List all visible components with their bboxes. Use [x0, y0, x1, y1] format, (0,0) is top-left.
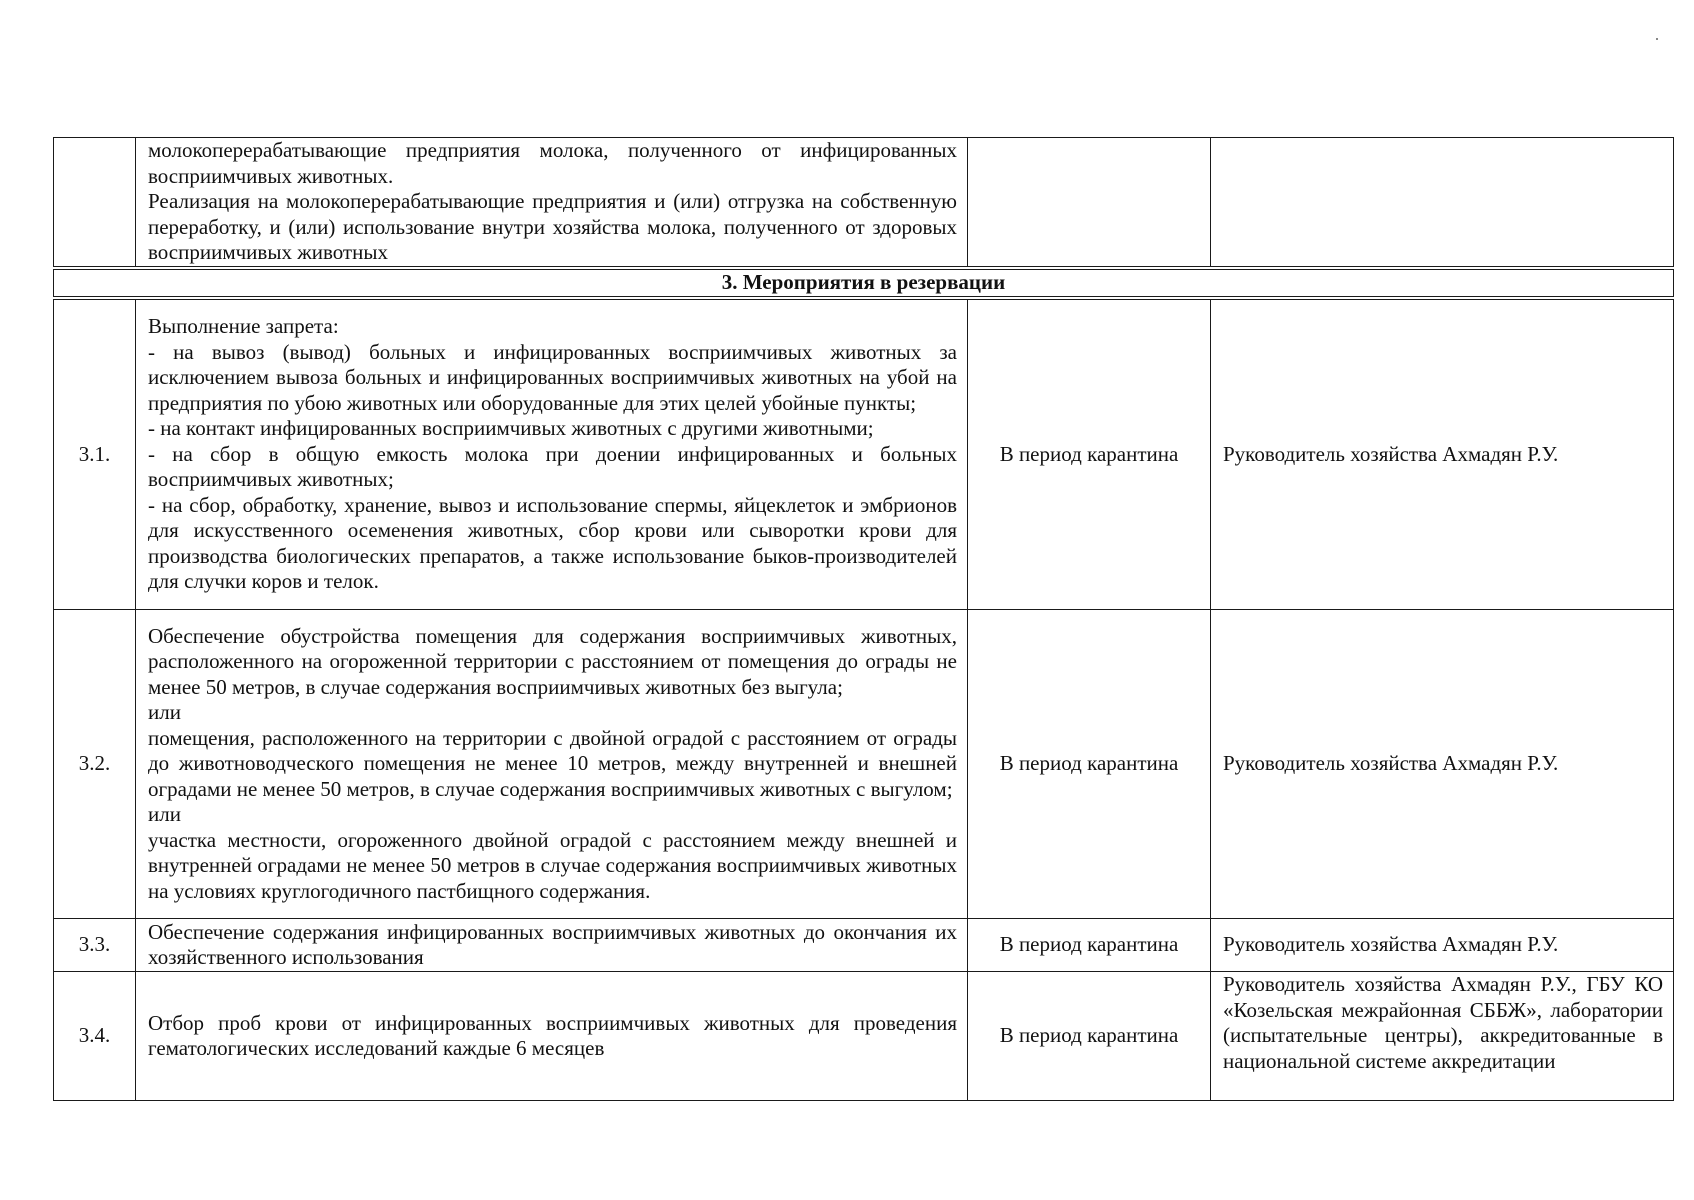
measure-text-cell: Отбор проб крови от инфицированных восприимчивых животных для проведения гематологических исследований каждые 6 месяцев	[136, 972, 968, 1101]
table-row	[54, 298, 1674, 610]
measure-line: участка местности, огороженного двойной оградой с расстоянием между внешней и внутренней оградами не менее 50 метров в случае содержания восприимчивых животных на условиях круглогодичного пастбищного содержания.	[148, 827, 957, 903]
measure-text-cell	[136, 610, 968, 919]
term-cell: В период карантина	[968, 972, 1211, 1101]
section-header-row	[54, 268, 1674, 298]
table-row	[54, 138, 1674, 269]
measure-line: - на сбор в общую емкость молока при доении инфицированных и больных восприимчивых животных;	[148, 441, 957, 492]
measure-line: - на контакт инфицированных восприимчивых животных с другими животными;	[148, 416, 874, 441]
table-row	[54, 919, 1674, 972]
measures-table	[53, 137, 1674, 1101]
responsible-cell: Руководитель хозяйства Ахмадян Р.У.	[1211, 298, 1674, 610]
row-number: 3.2.	[54, 610, 136, 919]
measure-line: или	[148, 700, 181, 725]
measure-text-cell: Обеспечение содержания инфицированных восприимчивых животных до окончания их хозяйственного использования	[136, 919, 968, 972]
responsible-cell: Руководитель хозяйства Ахмадян Р.У.	[1211, 919, 1674, 972]
measure-line: Выполнение запрета:	[148, 314, 339, 339]
table-row	[54, 610, 1674, 919]
measure-paragraph: молокоперерабатывающие предприятия молока, полученного от инфицированных восприимчивых животных.	[148, 138, 957, 188]
measure-line: - на сбор, обработку, хранение, вывоз и использование спермы, яйцеклеток и эмбрионов для искусственного осеменения животных, сбор крови или сыворотки крови для производства биологических препаратов, а также использование быков-производителей для случки коров и телок.	[148, 492, 957, 594]
measure-line: Обеспечение обустройства помещения для содержания восприимчивых животных, расположенного на огороженной территории с расстоянием от помещения до ограды не менее 50 метров, в случае содержания восприимчивых животных без выгула;	[148, 623, 957, 699]
term-cell: В период карантина	[968, 610, 1211, 919]
section-header: 3. Мероприятия в резервации	[54, 268, 1674, 298]
measure-line: - на вывоз (вывод) больных и инфицированных восприимчивых животных за исключением вывоза больных и инфицированных восприимчивых животных на убой на предприятия по убою животных или оборудованные для этих целей убойные пункты;	[148, 339, 957, 415]
responsible-cell	[1211, 138, 1674, 269]
scan-speck	[1656, 38, 1658, 40]
measure-line: помещения, расположенного на территории с двойной оградой с расстоянием от ограды до животноводческого помещения не менее 10 метров, между внутренней и внешней оградами не менее 50 метров, в случае содержания восприимчивых животных с выгулом;	[148, 725, 957, 801]
measure-text-cell	[136, 138, 968, 269]
measure-text-cell	[136, 298, 968, 610]
row-number: 3.3.	[54, 919, 136, 972]
row-number: 3.4.	[54, 972, 136, 1101]
row-number: 3.1.	[54, 298, 136, 610]
table-row	[54, 972, 1674, 1101]
measure-line: или	[148, 802, 181, 827]
responsible-cell: Руководитель хозяйства Ахмадян Р.У.	[1211, 610, 1674, 919]
term-cell	[968, 138, 1211, 269]
row-number-cell	[54, 138, 136, 269]
responsible-cell: Руководитель хозяйства Ахмадян Р.У., ГБУ КО «Козельская межрайонная СББЖ», лаборатории (испытательные центры), аккредитованные в национальной системе аккредитации	[1211, 972, 1674, 1101]
measure-paragraph: Реализация на молокоперерабатывающие предприятия и (или) отгрузка на собственную переработку, и (или) использование внутри хозяйства молока, полученного от здоровых восприимчивых животных	[148, 189, 957, 265]
term-cell: В период карантина	[968, 298, 1211, 610]
term-cell: В период карантина	[968, 919, 1211, 972]
